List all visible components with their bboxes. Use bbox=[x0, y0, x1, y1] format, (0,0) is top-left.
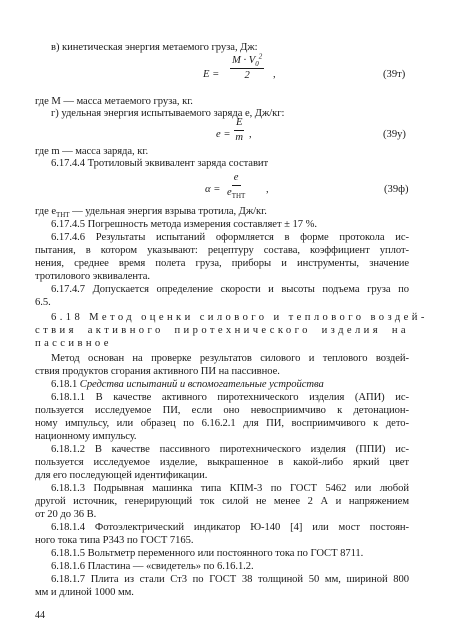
equation-comma: , bbox=[266, 184, 269, 195]
text-line: 6.18.1.5 Вольтметр переменного или постоянного тока по ГОСТ 8711. bbox=[51, 548, 364, 559]
fraction-denominator: m bbox=[235, 132, 244, 143]
equation-comma: , bbox=[249, 129, 252, 140]
text-line: Метод основан на проверке результатов силового и теплового воздей- bbox=[51, 353, 409, 364]
text-line: г) удельная энергия испытываемого заряда e, Дж/кг: bbox=[51, 108, 285, 119]
text-line: мм и длиной 1000 мм. bbox=[35, 587, 134, 598]
text-line: 6.18.1.7 Плита из стали Ст3 по ГОСТ 38 толщиной 50 мм, шириной 800 bbox=[51, 574, 409, 585]
text-line: ного тока типа Р343 по ГОСТ 7165. bbox=[35, 535, 194, 546]
section-heading: 6.18 Метод оценки силового и теплового воздей- bbox=[51, 312, 428, 323]
equation-lhs: α = bbox=[205, 184, 221, 195]
text-line: ному импульсу, или образец по 6.16.2.1 для ПИ, восприимчивого к дето- bbox=[35, 418, 409, 429]
text-line: где M — масса метаемого груза, кг. bbox=[35, 96, 193, 107]
equation-fraction bbox=[227, 172, 245, 199]
text-line: пытания, в котором указывают: рецептуру состава, коэффициент уплот- bbox=[35, 245, 409, 256]
text-line: от 20 до 36 В. bbox=[35, 509, 97, 520]
equation-lhs: E = bbox=[203, 69, 220, 80]
text-line: 6.17.4.7 Допускается определение скорости и высоты подъема груза по bbox=[51, 284, 409, 295]
text-line: ствия продуктов сгорания активного ПИ на пассивное. bbox=[35, 366, 280, 377]
equation-lhs: e = bbox=[216, 129, 231, 140]
text-line: 6.18.1.1 В качестве активного пиротехнического изделия (АПИ) ис- bbox=[51, 392, 409, 403]
fraction-denominator: $e_{ТНТ}$ bbox=[227, 187, 246, 201]
text-line: 6.18.1.2 В качестве пассивного пиротехнического изделия (ППИ) ис- bbox=[51, 444, 409, 455]
text-line: для его последующей идентификации. bbox=[35, 470, 208, 481]
section-heading: пассивное bbox=[35, 338, 112, 349]
text-line: 6.18.1.3 Подрывная машинка типа КПМ-3 по ГОСТ 5462 или любой bbox=[51, 483, 409, 494]
text-line: 6.5. bbox=[35, 297, 51, 308]
page-number: 44 bbox=[35, 610, 45, 621]
text-line: где $e_{ТНТ}$ — удельная энергия взрыва тротила, Дж/кг. bbox=[35, 206, 267, 220]
text-line: пользуется исследуемое изделие, выкрашенное в какой-либо яркий цвет bbox=[35, 457, 409, 468]
fraction-numerator: $M \cdot V_0^2$ bbox=[232, 52, 263, 69]
text-line: 6.18.1.4 Фотоэлектрический индикатор Ю-140 [4] или мост постоян- bbox=[51, 522, 409, 533]
text-line: 6.17.4.5 Погрешность метода измерения составляет ± 17 %. bbox=[51, 219, 317, 230]
fraction-denominator: 2 bbox=[244, 70, 250, 81]
fraction-numerator: E bbox=[234, 117, 244, 131]
text-line: в) кинетическая энергия метаемого груза, Дж: bbox=[51, 42, 258, 53]
text-line: пользуется исследуемое ПИ, если оно невосприимчиво к детонацион- bbox=[35, 405, 409, 416]
equation-fraction bbox=[234, 117, 244, 144]
text-line: 6.17.4.6 Результаты испытаний оформляется в форме протокола ис- bbox=[51, 232, 409, 243]
text-line: 6.18.1.6 Пластина — «свидетель» по 6.16.1.2. bbox=[51, 561, 254, 572]
text-line: 6.17.4.4 Тротиловый эквивалент заряда составит bbox=[51, 158, 269, 169]
equation-comma: , bbox=[273, 69, 276, 80]
equation-number: (39т) bbox=[383, 69, 406, 80]
equation-fraction bbox=[230, 52, 264, 82]
text-line: национному импульсу. bbox=[35, 431, 137, 442]
text-line: нения, среднее время полета груза, приборы и инструменты, значение bbox=[35, 258, 409, 269]
text-line: другой источник, генерирующий ток силой не менее 2 А и напряжением bbox=[35, 496, 409, 507]
equation-number: (39у) bbox=[383, 129, 406, 140]
subsection-heading: 6.18.1 Средства испытаний и вспомогательные устройства bbox=[51, 379, 324, 390]
section-heading: ствия активного пиротехнического изделия на bbox=[35, 325, 409, 336]
text-line: тротилового эквивалента. bbox=[35, 271, 150, 282]
equation-number: (39ф) bbox=[384, 184, 409, 195]
fraction-numerator: e bbox=[232, 172, 241, 186]
text-line: где m — масса заряда, кг. bbox=[35, 146, 149, 157]
